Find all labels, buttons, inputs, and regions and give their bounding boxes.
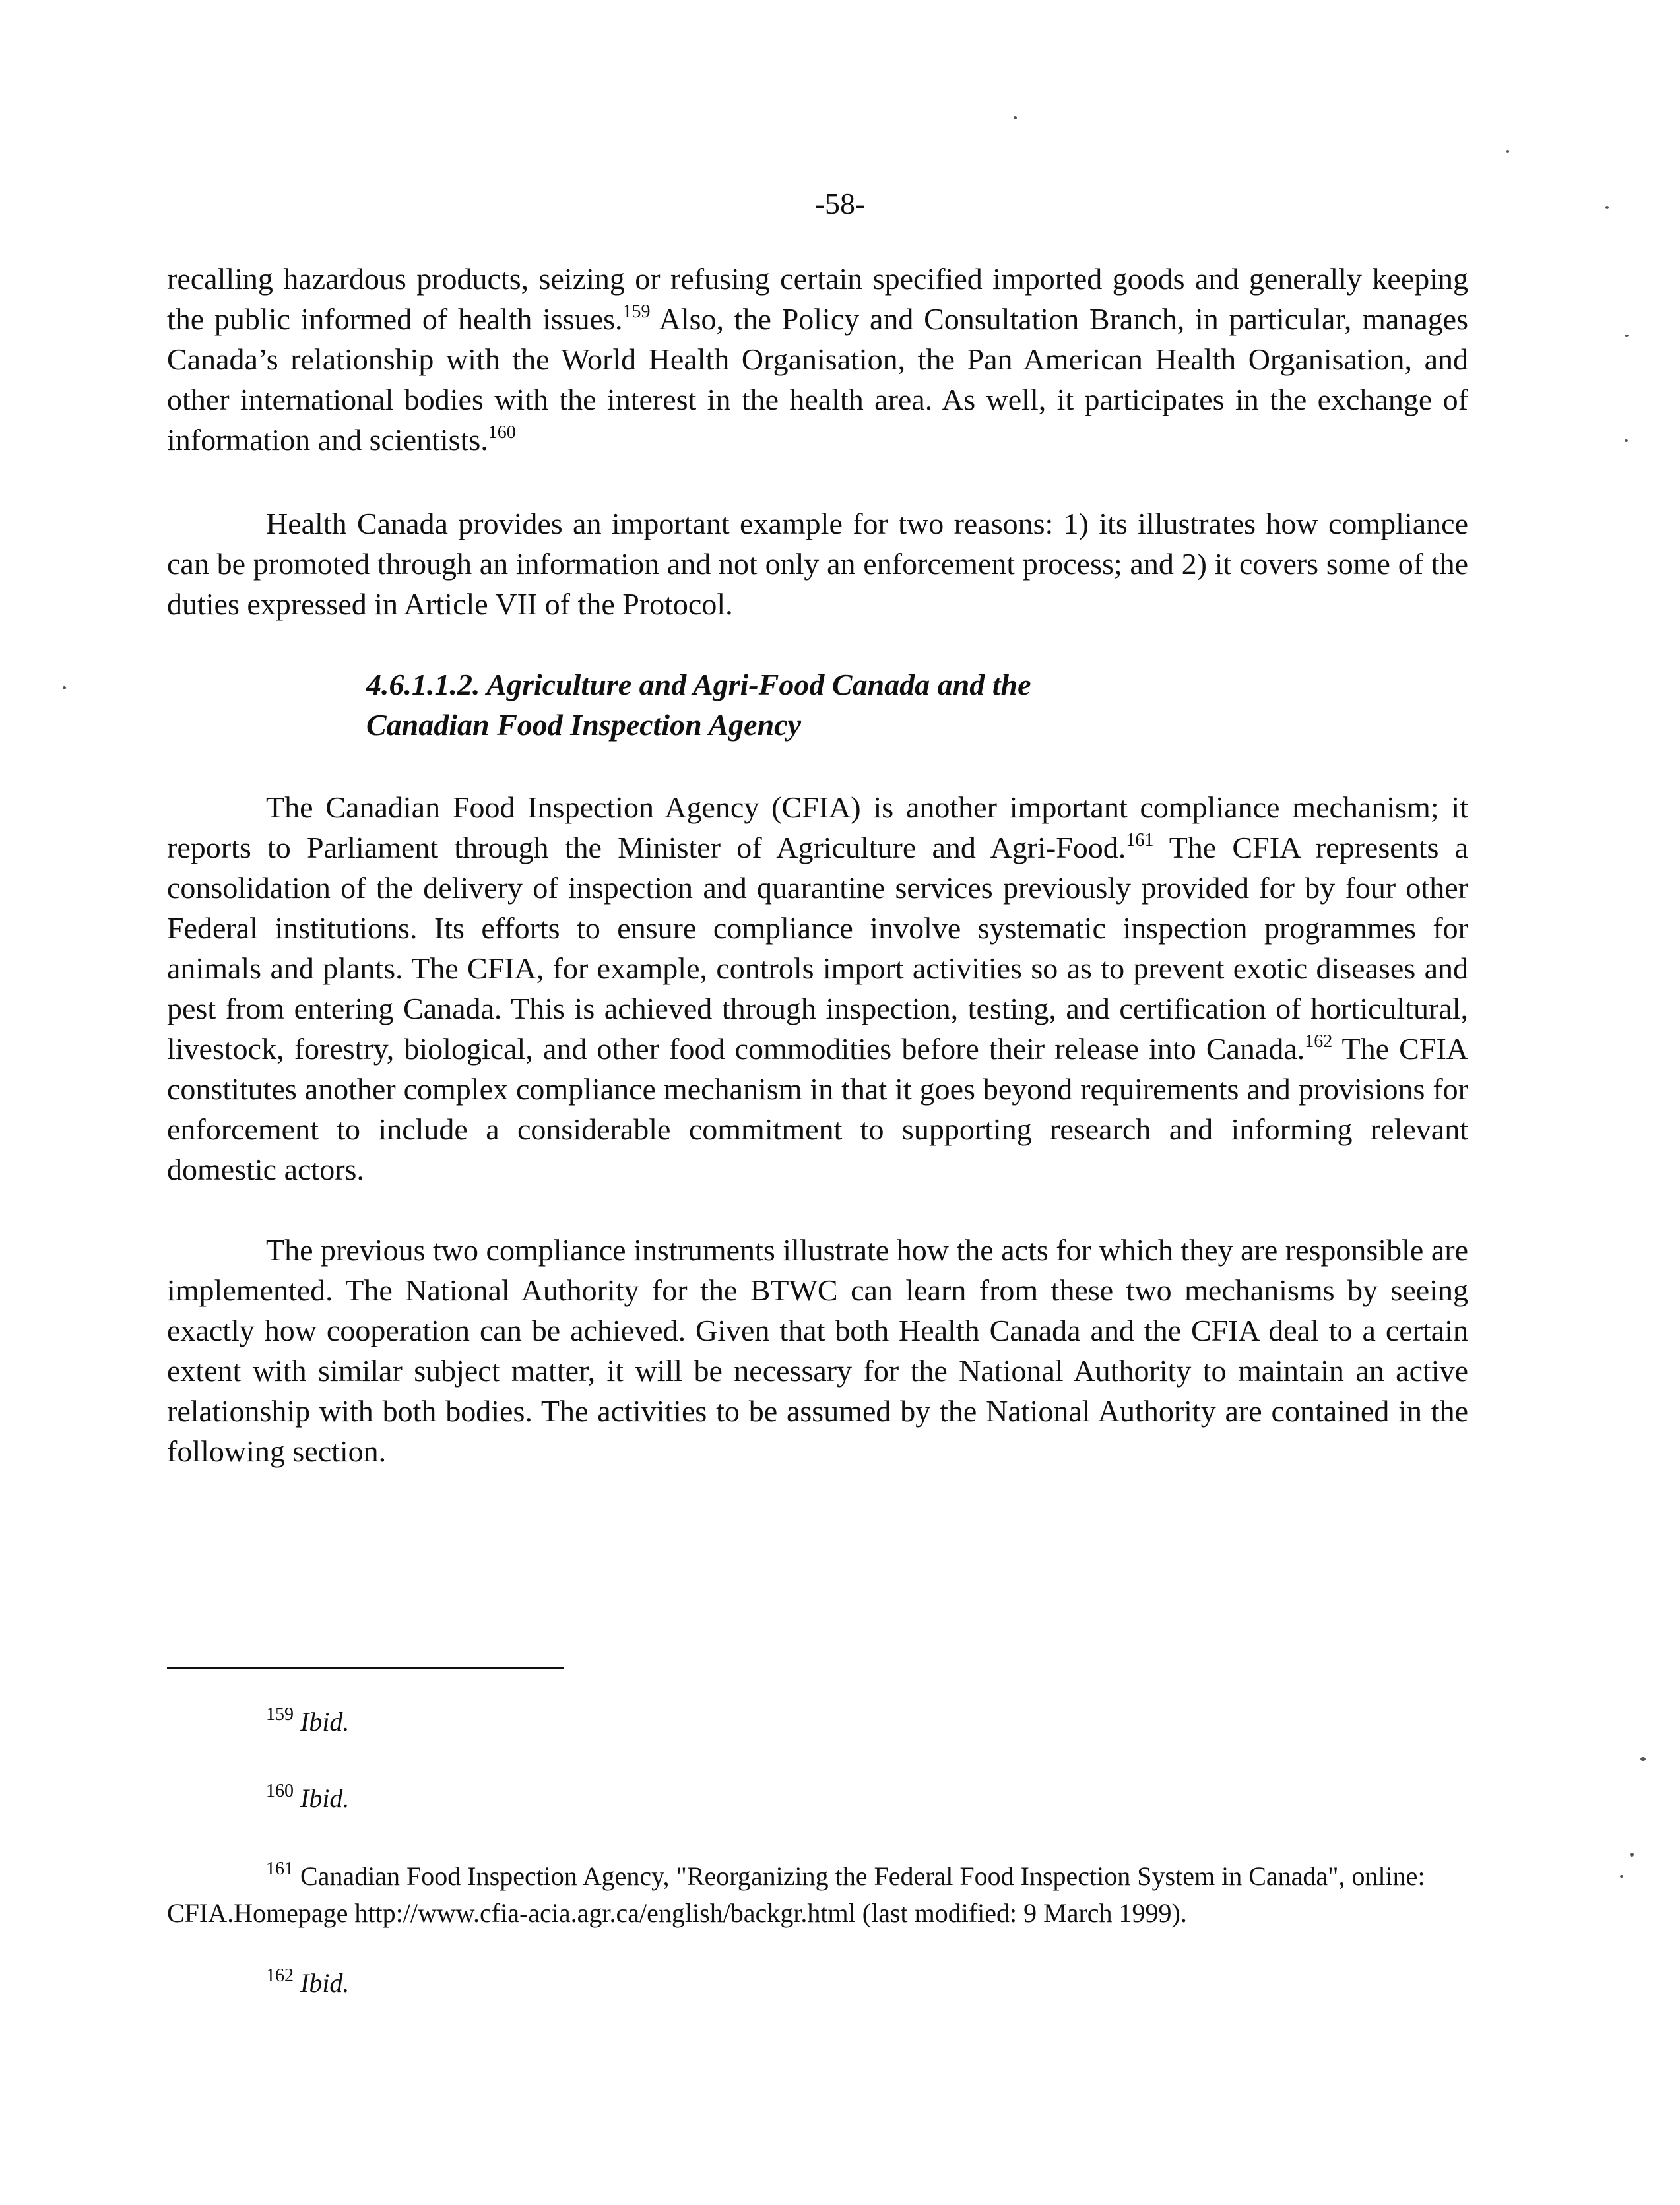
paragraph-3-text-b: The CFIA represents a consolidation of the delivery of inspection and quarantine services previously provided for by four other Federal institutions. Its efforts to ensure compliance involve systematic inspection programmes for animals and plants. The CFIA, for example, controls import activities so as to prevent exotic diseases and pest from entering Canada. This is achieved through inspection, testing, and certification of horticultural, livestock, forestry, biological, and other food commodities before their release into Canada.: [167, 831, 1469, 1066]
footnote-number: 159: [266, 1704, 294, 1725]
footnote-162: [167, 1965, 1468, 2002]
scan-speck: [1625, 439, 1628, 442]
paragraph-2: Health Canada provides an important example for two reasons: 1) its illustrates how compliance can be promoted through an information and not only an enforcement process; and 2) it covers some of the duties expressed in Article VII of the Protocol.: [167, 507, 1468, 621]
paragraph-3-text-c: The CFIA constitutes another complex compliance mechanism in that it goes beyond requirements and provisions for enforcement to include a considerable commitment to supporting research and informing relevant domestic actors.: [167, 1032, 1468, 1186]
footnote-text: Ibid.: [300, 1783, 350, 1813]
paragraph-3-text-a: The Canadian Food Inspection Agency (CFIA) is another important compliance mechanism; it reports to Parliament through the Minister of Agriculture and Agri-Food.: [167, 790, 1468, 864]
footnote-number: 160: [266, 1781, 294, 1801]
section-heading-line-2: Canadian Food Inspection Agency: [366, 708, 801, 742]
paragraph-4: The previous two compliance instruments illustrate how the acts for which they are responsible are implemented. The National Authority for the BTWC can learn from these two mechanisms by seeing exactly how cooperation can be achieved. Given that both Health Canada and the CFIA deal to a certain extent with similar subject matter, it will be necessary for the National Authority to maintain an active relationship with both bodies. The activities to be assumed by the National Authority are contained in the following section.: [167, 1233, 1468, 1468]
footnote-separator: [167, 1667, 564, 1669]
footnote-159: [167, 1704, 1468, 1741]
scan-speck: [1506, 150, 1509, 153]
section-heading: [366, 664, 1356, 745]
page-number: -58-: [814, 187, 866, 220]
paragraph-1-text-a: recalling hazardous products, seizing or refusing certain specified imported goods and generally keeping the public informed of health issues.: [167, 262, 1468, 336]
footnote-161: [167, 1858, 1468, 1932]
scan-speck: [1640, 1757, 1646, 1761]
footnote-text: Ibid.: [300, 1968, 350, 1998]
footnote-text: Ibid.: [300, 1707, 350, 1737]
footnote-ref-162: 162: [1305, 1031, 1333, 1052]
footnote-ref-161: 161: [1126, 830, 1154, 850]
scan-speck: [1014, 116, 1017, 119]
section-heading-line-1: 4.6.1.1.2. Agriculture and Agri-Food Canada and the: [366, 668, 1031, 701]
paragraph-1-text-b: Also, the Policy and Consultation Branch, in particular, manages Canada’s relationship with the World Health Organisation, the Pan American Health Organisation, and other international bodies with the interest in the health area. As well, it participates in the exchange of information and scientists.: [167, 302, 1469, 457]
footnote-number: 161: [266, 1859, 294, 1879]
paragraph-3: [167, 787, 1468, 1190]
scan-speck: [1605, 206, 1609, 209]
scan-speck: [1630, 1853, 1634, 1857]
paragraph-1: [167, 259, 1468, 460]
footnote-160: [167, 1780, 1468, 1817]
footnote-ref-159: 159: [622, 302, 651, 322]
footnote-text-line-2: CFIA.Homepage http://www.cfia-acia.agr.ca/english/backgr.html (last modified: 9 March 1999).: [167, 1898, 1187, 1928]
scan-speck: [63, 686, 66, 689]
footnote-text-line-1: Canadian Food Inspection Agency, "Reorganizing the Federal Food Inspection System in Canada", online:: [300, 1861, 1425, 1891]
scan-speck: [1620, 1875, 1623, 1878]
scan-speck: [1625, 335, 1629, 337]
footnote-number: 162: [266, 1965, 294, 1986]
footnote-ref-160: 160: [488, 422, 516, 443]
